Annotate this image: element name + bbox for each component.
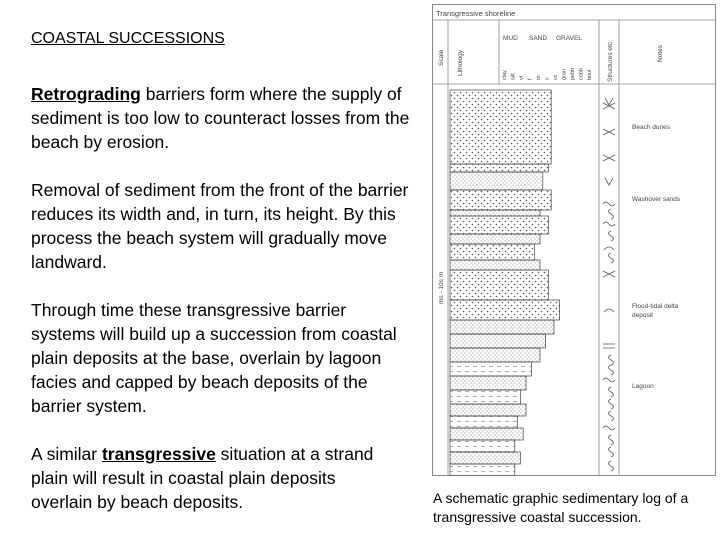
lithology-bed (450, 390, 520, 404)
lithology-bed (450, 404, 526, 416)
slide-title: COASTAL SUCCESSIONS (31, 30, 225, 47)
lithology-bed (450, 260, 540, 270)
lithology-header: Lithology (457, 49, 464, 76)
lithology-bed (450, 164, 548, 172)
lithology-bed (450, 190, 551, 210)
lithology-bed (450, 210, 540, 216)
grain-size-label: c (544, 77, 551, 80)
grain-size-label: gran (561, 68, 568, 80)
structure-symbol (609, 461, 614, 471)
lithology-bed (450, 376, 526, 390)
paragraph-through-time (31, 298, 411, 418)
structures-header: Structures etc (607, 41, 614, 82)
paragraph-text: Removal of sediment from the front of the barrier reduces its width and, in turn, its height. By this process the beach system will gradually move landward. (31, 180, 409, 272)
structure-symbol (609, 355, 614, 365)
structure-symbol (609, 209, 614, 219)
grain-group-gravel: GRAVEL (556, 35, 582, 42)
grain-size-label: silt (510, 73, 517, 80)
structure-symbol (603, 129, 615, 135)
grain-group-mud: MUD (503, 35, 518, 42)
structure-symbol (609, 365, 614, 375)
structure-symbol (609, 231, 614, 241)
lithology-bed (450, 362, 532, 376)
structure-symbol (605, 178, 613, 185)
note-washover-sands: Washover sands (632, 196, 681, 203)
grain-size-label: f (527, 78, 534, 80)
lithology-bed (450, 90, 551, 164)
grain-size-label: vc (553, 74, 559, 80)
structure-symbol (603, 426, 615, 430)
lithology-bed (450, 440, 515, 452)
lithology-column (450, 90, 560, 476)
log-title: Transgressive shoreline (436, 9, 516, 18)
structure-symbol (609, 387, 614, 397)
note-flood-tidal-delta: Flood-tidal delta (632, 303, 679, 310)
structure-symbol (603, 103, 615, 109)
grain-size-label: clay (502, 70, 508, 80)
grain-size-label: pebb (570, 67, 576, 80)
paragraph-text: situation at a strand plain will result in coastal plain deposits overlain by beach deposits. (31, 444, 374, 512)
structure-symbol (603, 222, 615, 226)
scale-label: ms - 10s m (438, 271, 445, 304)
lithology-bed (450, 172, 543, 190)
lithology-bed (450, 464, 515, 476)
paragraph-removal (31, 178, 411, 274)
structures-column (603, 98, 615, 471)
structure-symbol (603, 344, 615, 348)
lithology-bed (450, 428, 523, 440)
term-transgressive: transgressive (101, 444, 216, 464)
structure-symbol (609, 435, 614, 445)
lithology-bed (450, 320, 554, 334)
structure-symbol (603, 378, 615, 382)
structure-symbol (609, 253, 614, 263)
structure-symbol (603, 155, 615, 161)
structure-symbol (604, 309, 614, 312)
lithology-bed (450, 234, 540, 244)
grain-size-label: cobb (578, 68, 585, 80)
paragraph-prefix: A similar (31, 444, 102, 464)
note-deposit: deposit (632, 312, 653, 319)
note-beach-dunes: Beach dunes (632, 124, 670, 131)
structure-symbol (603, 202, 615, 206)
grain-group-sand: SAND (529, 35, 548, 42)
grain-size-labels (502, 68, 593, 80)
term-retrograding: Retrograding (31, 84, 141, 104)
lithology-bed (450, 244, 534, 260)
grain-size-label: vf (519, 75, 525, 80)
paragraph-text: barriers form where the supply of sediment is too low to counteract losses from the beach by erosion. (31, 84, 410, 152)
grain-size-label: boul (587, 69, 593, 80)
structure-symbol (603, 271, 615, 277)
paragraph-retrograding (31, 82, 411, 154)
structure-symbol (604, 247, 614, 250)
grain-size-label: m (536, 75, 542, 80)
lithology-bed (450, 300, 560, 320)
notes-header: Notes (657, 45, 664, 62)
structure-symbol (609, 447, 614, 457)
paragraph-similar (31, 442, 376, 514)
scale-header: Scale (438, 49, 445, 66)
figure-caption: A schematic graphic sedimentary log of a transgressive coastal succession. (433, 490, 689, 525)
note-lagoon: Lagoon (632, 383, 654, 390)
lithology-bed (450, 348, 540, 362)
lithology-bed (450, 416, 518, 428)
structure-symbol (609, 411, 614, 421)
lithology-bed (450, 452, 520, 464)
sedimentary-log-figure (432, 4, 716, 476)
structure-symbol (605, 98, 613, 105)
paragraph-text: Through time these transgressive barrier systems will build up a succession from coastal plain deposits at the base, overlain by lagoon facies and capped by beach deposits of the barrier system. (31, 300, 397, 416)
structure-symbol (609, 399, 614, 409)
lithology-bed (450, 270, 548, 300)
lithology-bed (450, 216, 548, 234)
lithology-bed (450, 334, 546, 348)
